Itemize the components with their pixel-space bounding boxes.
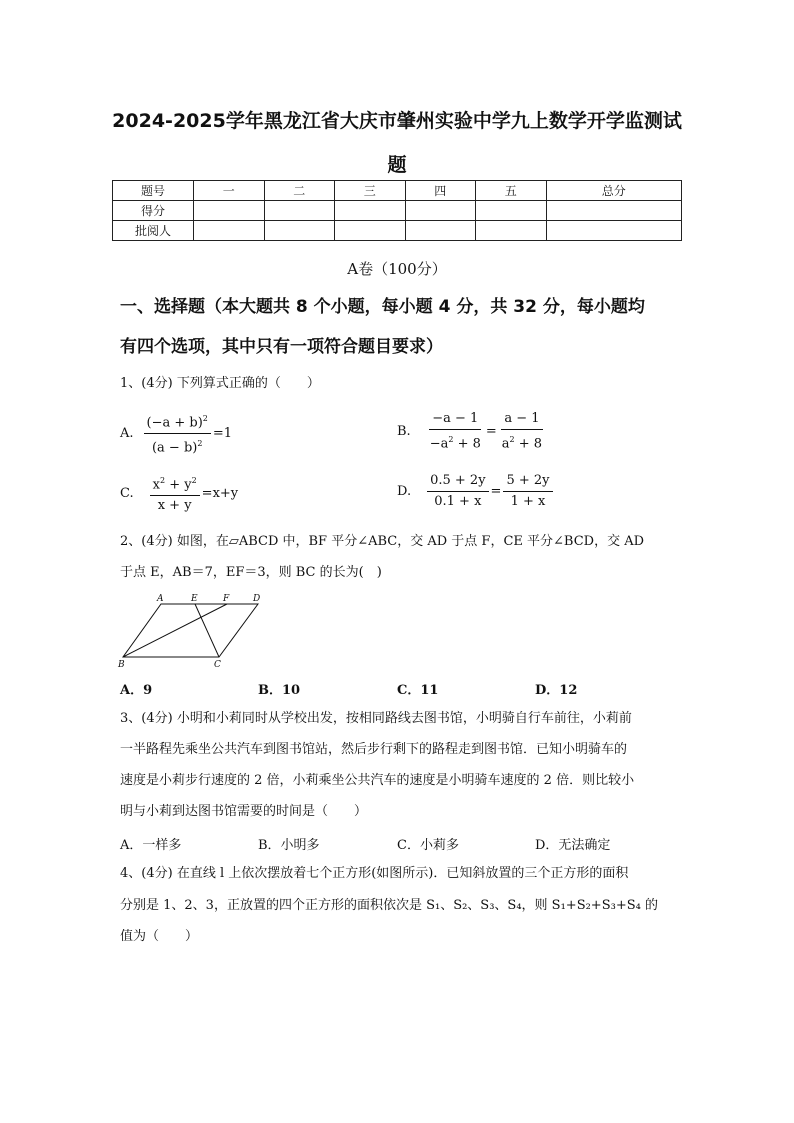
score-table-row: [113, 201, 682, 221]
score-cell[interactable]: [194, 201, 265, 221]
denominator: (a − b): [151, 440, 198, 456]
denominator: 1 + x: [510, 494, 546, 509]
numerator: x: [152, 477, 160, 493]
question-2-line2: 于点 E，AB＝7，EF＝3，则 BC 的长为( ): [120, 565, 382, 580]
q2-option-d[interactable]: D．12: [535, 683, 578, 698]
parallelogram-figure: [115, 590, 275, 670]
vertex-label-e: E: [191, 594, 198, 604]
vertex-label-d: D: [253, 594, 261, 604]
question-4-line2: 分别是 1、2、3，正放置的四个正方形的面积依次是 S₁、S₂、S₃、S₄，则 S₁+S₂+S₃+S₄ 的: [120, 898, 658, 913]
numerator: a − 1: [501, 411, 542, 430]
score-table-header-cell: 五: [476, 181, 547, 201]
document-title-line1: 2024-2025学年黑龙江省大庆市肇州实验中学九上数学开学监测试: [112, 110, 682, 132]
score-cell[interactable]: [546, 201, 682, 221]
equals-sign: =: [485, 424, 497, 440]
numerator: 0.5 + 2y: [427, 473, 488, 492]
parallelogram-outline: [123, 604, 258, 657]
option-label: C.: [120, 486, 134, 502]
question-3-line1: 3、(4分) 小明和小莉同时从学校出发，按相同路线去图书馆，小明骑自行车前往，小莉前: [120, 711, 632, 726]
score-cell[interactable]: [335, 201, 406, 221]
exponent: 2: [448, 435, 454, 444]
fraction: [427, 473, 488, 510]
exponent: 2: [202, 414, 208, 423]
q3-option-d[interactable]: D．无法确定: [535, 838, 611, 853]
q1-option-b[interactable]: [397, 411, 547, 452]
score-cell[interactable]: [476, 221, 547, 241]
score-row-label: 得分: [113, 201, 194, 221]
score-cell[interactable]: [194, 221, 265, 241]
vertex-label-f: F: [223, 594, 230, 604]
score-table-header-cell: 题号: [113, 181, 194, 201]
vertex-label-a: A: [157, 594, 164, 604]
score-table-header-cell: 二: [264, 181, 335, 201]
numerator: 5 + 2y: [503, 473, 552, 492]
q3-option-a[interactable]: A．一样多: [120, 838, 182, 853]
fraction: [503, 473, 552, 510]
score-cell[interactable]: [546, 221, 682, 241]
score-table-row: [113, 221, 682, 241]
q2-option-c[interactable]: C．11: [397, 683, 439, 698]
score-cell[interactable]: [335, 221, 406, 241]
score-table: [112, 180, 682, 241]
question-4-line3: 值为（ ）: [120, 929, 199, 944]
vertex-label-b: B: [118, 660, 125, 670]
denominator: a: [501, 436, 510, 452]
question-4-line1: 4、(4分) 在直线 l 上依次摆放着七个正方形(如图所示)．已知斜放置的三个正方形的面积: [120, 866, 629, 881]
volume-heading: A卷（100分）: [347, 260, 447, 278]
q2-option-b[interactable]: B．10: [258, 683, 301, 698]
exponent: 2: [191, 476, 197, 485]
numerator: −a − 1: [429, 411, 481, 430]
denominator-rest: + 8: [514, 436, 543, 452]
option-label: D.: [397, 484, 412, 499]
q1-option-c[interactable]: [120, 473, 238, 514]
equation-rhs: =x+y: [201, 486, 239, 502]
fraction: [427, 411, 484, 452]
q1-option-d[interactable]: [397, 473, 555, 510]
numerator: (−a + b): [146, 415, 203, 431]
fraction: [150, 473, 200, 514]
score-cell[interactable]: [405, 201, 476, 221]
q3-option-b[interactable]: B．小明多: [258, 838, 320, 853]
equals-sign: =: [490, 484, 502, 499]
numerator-rest: + y: [165, 477, 192, 493]
exponent: 2: [197, 439, 203, 449]
score-table-header-cell: 一: [194, 181, 265, 201]
vertex-label-c: C: [214, 660, 221, 670]
document-title-line2: 题: [387, 154, 407, 176]
question-2-line1: 2、(4分) 如图，在▱ABCD 中，BF 平分∠ABC，交 AD 于点 F，CE 平分∠BCD，交 AD: [120, 534, 645, 549]
question-3-line3: 速度是小莉步行速度的 2 倍，小莉乘坐公共汽车的速度是小明骑车速度的 2 倍．则比较小: [120, 773, 635, 788]
denominator-rest: + 8: [453, 436, 481, 452]
score-table-header-row: [113, 181, 682, 201]
score-table-header-cell: 三: [335, 181, 406, 201]
option-label: B.: [397, 424, 411, 440]
question-3-line4: 明与小莉到达图书馆需要的时间是（ ）: [120, 804, 368, 819]
denominator: 0.1 + x: [434, 494, 482, 509]
score-row-label: 批阅人: [113, 221, 194, 241]
exponent: 2: [159, 476, 166, 485]
score-cell[interactable]: [476, 201, 547, 221]
exponent: 2: [509, 435, 515, 444]
section-heading-line2: 有四个选项，其中只有一项符合题目要求）: [120, 337, 443, 357]
score-table-header-cell: 四: [405, 181, 476, 201]
bisector-bf: [123, 604, 227, 657]
section-heading-line1: 一、选择题（本大题共 8 个小题，每小题 4 分，共 32 分，每小题均: [120, 297, 645, 317]
score-cell[interactable]: [264, 201, 335, 221]
q2-option-a[interactable]: A．9: [120, 683, 153, 698]
score-cell[interactable]: [264, 221, 335, 241]
question-1-stem: 1、(4分) 下列算式正确的（ ）: [120, 376, 320, 391]
q3-option-c[interactable]: C．小莉多: [397, 838, 459, 853]
denominator: −a: [429, 436, 449, 452]
denominator: x + y: [157, 498, 192, 514]
option-label: A.: [120, 426, 134, 442]
question-3-line2: 一半路程先乘坐公共汽车到图书馆站，然后步行剩下的路程走到图书馆．已知小明骑车的: [120, 742, 628, 757]
fraction: [144, 411, 211, 457]
equation-rhs: =1: [212, 426, 233, 442]
fraction: [499, 411, 545, 452]
score-cell[interactable]: [405, 221, 476, 241]
bisector-ce: [195, 604, 219, 657]
score-table-header-cell: 总分: [546, 181, 682, 201]
q1-option-a[interactable]: [120, 411, 232, 457]
